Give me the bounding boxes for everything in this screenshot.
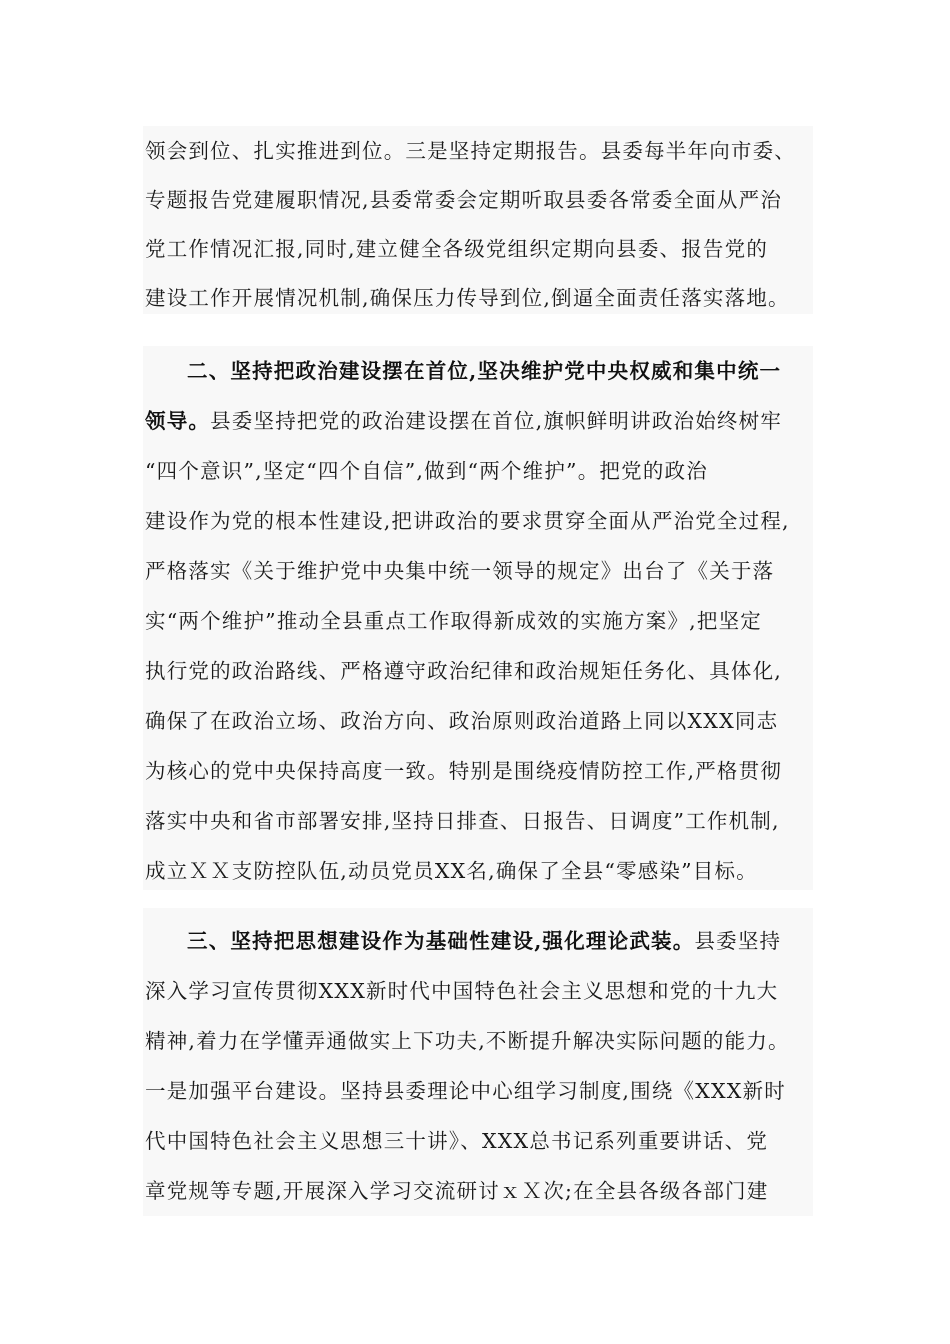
paragraph-3	[143, 908, 813, 1216]
text-line: 严格落实《关于维护党中央集中统一领导的规定》出台了《关于落	[145, 559, 775, 583]
paragraph-2	[143, 346, 813, 890]
text-line: 实“两个维护”推动全县重点工作取得新成效的实施方案》,把坚定	[145, 609, 762, 633]
text-line: 领会到位、扎实推进到位。三是坚持定期报告。县委每半年向市委、	[145, 139, 796, 163]
text-line: 代中国特色社会主义思想三十讲》、XXX总书记系列重要讲话、党	[145, 1129, 769, 1153]
text-line: 成立ＸＸ支防控队伍,动员党员XX名,确保了全县“零感染”目标。	[145, 859, 758, 883]
text-span: 县委坚持把党的政治建设摆在首位,旗帜鲜明讲政治始终树牢	[210, 409, 783, 433]
text-line: 深入学习宣传贯彻XXX新时代中国特色社会主义思想和党的十九大	[145, 979, 779, 1003]
text-line	[145, 396, 782, 446]
paragraph-1	[143, 126, 813, 314]
text-line: 一是加强平台建设。坚持县委理论中心组学习制度,围绕《XXX新时	[145, 1079, 786, 1103]
text-line: 确保了在政治立场、政治方向、政治原则政治道路上同以XXX同志	[145, 709, 779, 733]
text-line: 精神,着力在学懂弄通做实上下功夫,不断提升解决实际问题的能力。	[145, 1029, 790, 1053]
text-line	[187, 916, 781, 966]
text-line: “四个意识”,坚定“四个自信”,做到“两个维护”。把党的政治	[145, 459, 708, 483]
section-heading: 二、坚持把政治建设摆在首位,坚决维护党中央权威和集中统一	[187, 359, 782, 383]
text-line: 建设作为党的根本性建设,把讲政治的要求贯穿全面从严治党全过程,	[145, 509, 790, 533]
text-line: 专题报告党建履职情况,县委常委会定期听取县委各常委全面从严治	[145, 188, 783, 212]
text-line: 章党规等专题,开展深入学习交流研讨ｘＸ次;在全县各级各部门建	[145, 1179, 769, 1203]
section-heading: 三、坚持把思想建设作为基础性建设,强化理论武装。	[187, 929, 695, 953]
text-line: 为核心的党中央保持高度一致。特别是围绕疫情防控工作,严格贯彻	[145, 759, 783, 783]
text-span: 县委坚持	[694, 929, 782, 953]
text-line: 党工作情况汇报,同时,建立健全各级党组织定期向县委、报告党的	[145, 237, 769, 261]
text-line: 落实中央和省市部署安排,坚持日排查、日报告、日调度”工作机制,	[145, 809, 780, 833]
text-line: 建设工作开展情况机制,确保压力传导到位,倒逼全面责任落实落地。	[145, 286, 790, 310]
text-line: 执行党的政治路线、严格遵守政治纪律和政治规矩任务化、具体化,	[145, 659, 783, 683]
section-heading-tail: 领导。	[145, 409, 211, 433]
